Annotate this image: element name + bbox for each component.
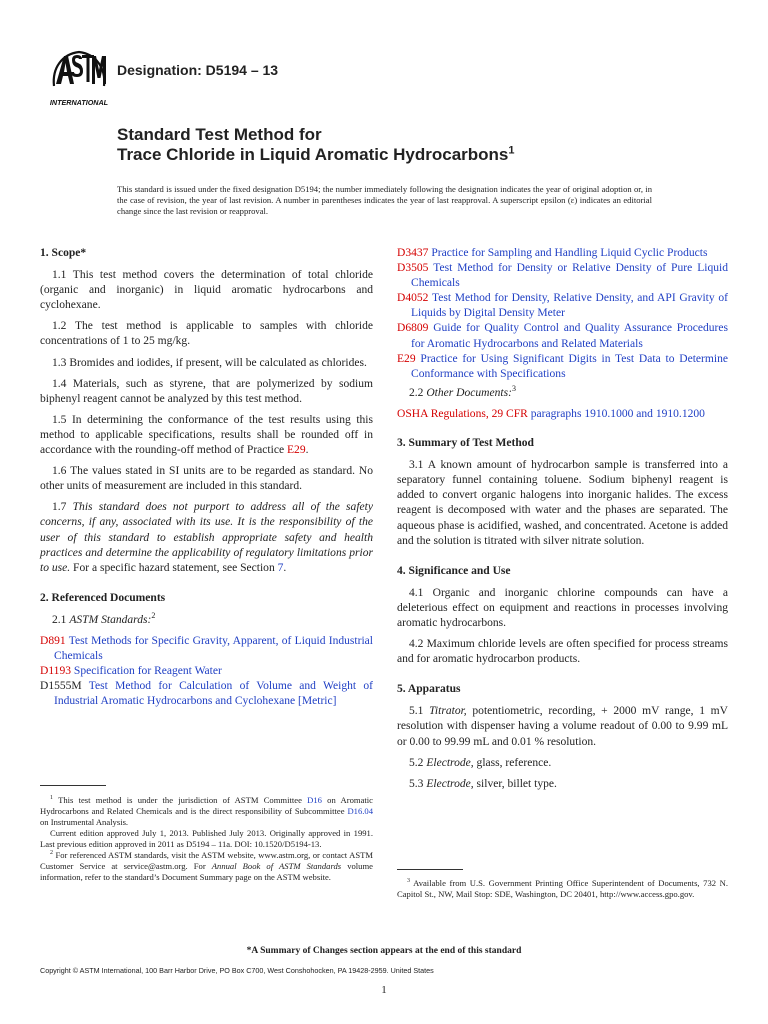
para-4-2: 4.2 Maximum chloride levels are often specified for process streams and for aromatic hydrocarbon products. — [397, 638, 728, 666]
astm-label: ASTM Standards: — [69, 613, 152, 626]
footnote-1-edition: Current edition approved July 1, 2013. Published July 2013. Originally approved in 1991. Last previous edition approved in 2011 as D5194 – 11a. DOI: 10.1520/D5194-13. — [40, 828, 373, 849]
para-1-5 — [40, 413, 373, 458]
left-column — [40, 246, 373, 709]
para-1-1: 1.1 This test method covers the determination of total chloride (organic and inorganic) in liquid aromatic hydrocarbons and cyclohexane. — [40, 269, 373, 312]
ref-code[interactable]: D891 — [40, 634, 66, 647]
designation: Designation: D5194 – 13 — [117, 62, 279, 78]
astm-num: 2.1 — [52, 613, 70, 626]
para-5-2 — [397, 756, 728, 771]
other-num: 2.2 — [409, 386, 427, 399]
para-5-3-text: silver, billet type. — [473, 777, 557, 790]
ref-code[interactable]: D6809 — [397, 322, 429, 335]
para-5-1 — [397, 704, 728, 749]
para-1-7-text: For a specific hazard statement, see Section — [70, 561, 278, 574]
other-label: Other Documents: — [426, 386, 512, 399]
fn1-text-a: This test method is under the jurisdiction of ASTM Committee — [53, 795, 308, 805]
fn1-text-c: on Instrumental Analysis. — [40, 817, 129, 827]
significance-heading: 4. Significance and Use — [397, 564, 511, 577]
ref-title[interactable]: paragraphs 1910.1000 and 1910.1200 — [530, 407, 705, 420]
referenced-heading: 2. Referenced Documents — [40, 591, 166, 604]
fn3-mark: 3 — [407, 878, 410, 885]
summary-of-changes-note: *A Summary of Changes section appears at the end of this standard — [246, 946, 522, 956]
para-5-3 — [397, 777, 728, 792]
ref-d891 — [40, 634, 373, 664]
footnote-2 — [40, 850, 373, 883]
ref-title[interactable]: Guide for Quality Control and Quality Assurance Procedures for Aromatic Hydrocarbons and Related Materials — [411, 322, 729, 350]
fn2-text-a: For referenced ASTM standards, visit the ASTM website, www.astm.org, or contact ASTM Customer Service at service@astm.org. For — [40, 850, 373, 871]
para-1-5-text: 1.5 In determining the conformance of the test results using this method to applicable specifications, results shall be rounded off in accordance with the rounding-off method of Practice — [40, 413, 373, 457]
ref-code[interactable]: OSHA Regulations, 29 CFR — [397, 407, 528, 420]
apparatus-heading: 5. Apparatus — [397, 683, 461, 696]
ref-code[interactable]: D3505 — [397, 262, 429, 275]
astm-footnote-mark: 2 — [151, 611, 156, 621]
para-1-7-num: 1.7 — [52, 501, 73, 514]
title-text: Trace Chloride in Liquid Aromatic Hydrocarbons — [117, 145, 509, 164]
copyright: Copyright © ASTM International, 100 Barr Harbor Drive, PO Box C700, West Conshohocken, PA 19428-2959. United States — [40, 966, 434, 975]
para-5-3-term: Electrode, — [426, 777, 474, 790]
ref-title[interactable]: Practice for Using Significant Digits in Test Data to Determine Conformance with Specifications — [411, 352, 728, 380]
para-1-7-end: . — [283, 561, 287, 574]
other-footnote-mark: 3 — [511, 384, 516, 393]
footnote-rule-right — [397, 869, 463, 870]
para-1-7 — [40, 500, 373, 575]
footnote-1 — [40, 795, 373, 828]
subcommittee-d16-04-link[interactable]: D16.04 — [347, 806, 373, 816]
ref-code[interactable]: E29 — [397, 352, 416, 365]
fn2-mark: 2 — [50, 850, 53, 857]
ref-d3437 — [397, 246, 728, 261]
footnotes-left — [40, 795, 373, 883]
other-documents-line — [397, 386, 728, 401]
ref-osha — [397, 407, 728, 422]
ref-code: D1555M — [40, 680, 82, 693]
ref-e29 — [397, 352, 728, 382]
para-5-1-term: Titrator, — [429, 705, 467, 718]
e29-link[interactable]: E29 — [287, 444, 306, 457]
footnotes-right — [397, 878, 728, 900]
ref-code[interactable]: D4052 — [397, 292, 429, 305]
para-5-2-term: Electrode, — [426, 756, 474, 769]
astm-standards-line — [40, 613, 373, 628]
title-footnote-mark: 1 — [508, 144, 515, 157]
para-5-2-text: glass, reference. — [473, 756, 552, 769]
ref-d1555m — [40, 679, 373, 709]
fn1-text-b: on Aromatic Hydrocarbons and Related Chemicals and is the direct responsibility of Subcommittee — [40, 795, 373, 816]
para-5-1-num: 5.1 — [409, 705, 430, 718]
ref-code[interactable]: D3437 — [397, 247, 429, 259]
fn2-italic: Annual Book of ASTM Standards — [211, 861, 342, 871]
footnote-3 — [397, 878, 728, 900]
right-column — [397, 246, 728, 798]
fn2-text-b: volume information, refer to the standard’s Document Summary page on the ASTM website. — [40, 861, 373, 882]
committee-d16-link[interactable]: D16 — [307, 795, 322, 805]
ref-title[interactable]: Test Methods for Specific Gravity, Apparent, of Liquid Industrial Chemicals — [54, 634, 373, 663]
intro-paragraph: This standard is issued under the fixed designation D5194; the number immediately following the designation indicates the year of original adoption or, in the case of revision, the year of last revision. A number in parentheses indicates the year of last reapproval. A superscript epsilon (ε) indicates an editorial change since the last revision or reapproval. — [117, 184, 652, 216]
para-5-2-num: 5.2 — [409, 756, 427, 769]
ref-title[interactable]: Specification for Reagent Water — [73, 665, 222, 678]
para-3-1: 3.1 A known amount of hydrocarbon sample is transferred into a separatory funnel containing toluene. Sodium biphenyl reagent is added to convert organic halogens into inorganic halides. The excess reagent is decomposed with water and the phases are separated. The aqueous phase is acidified, washed, and concentrated. Acetone is added and the solution is titrated with silver nitrate solution. — [397, 459, 728, 547]
ref-d4052 — [397, 291, 728, 321]
ref-title[interactable]: Test Method for Calculation of Volume and Weight of Industrial Aromatic Hydrocarbons and Cyclohexane [Metric] — [54, 680, 373, 708]
para-5-3-num: 5.3 — [409, 777, 427, 790]
ref-d3505 — [397, 261, 728, 291]
title-line-2 — [117, 145, 515, 165]
para-1-4: 1.4 Materials, such as styrene, that are polymerized by sodium biphenyl reagent cannot be analyzed by this test method. — [40, 377, 373, 405]
footnote-rule-left — [40, 785, 106, 786]
para-1-3: 1.3 Bromides and iodides, if present, will be calculated as chlorides. — [52, 356, 367, 369]
summary-heading: 3. Summary of Test Method — [397, 437, 534, 450]
para-5-1-text: potentiometric, recording, + 2000 mV range, 1 mV resolution with dispenser having a volume readout of 0.00 to 9.99 mL or 0.00 to 99.99 mL and 0.01 % resolution. — [397, 705, 728, 748]
title-line-1: Standard Test Method for — [117, 125, 322, 144]
logo-text: INTERNATIONAL — [49, 98, 109, 107]
para-1-5-end: . — [305, 444, 309, 457]
ref-title[interactable]: Test Method for Density or Relative Density of Pure Liquid Chemicals — [411, 262, 728, 290]
ref-d1193 — [40, 664, 373, 679]
ref-title[interactable]: Practice for Sampling and Handling Liquid Cyclic Products — [431, 247, 708, 259]
ref-code[interactable]: D1193 — [40, 665, 72, 678]
section-7-link[interactable]: 7 — [277, 561, 284, 574]
para-1-2: 1.2 The test method is applicable to samples with chloride concentrations of 1 to 25 mg/kg. — [40, 320, 373, 348]
fn1-mark: 1 — [50, 795, 53, 802]
para-4-1: 4.1 Organic and inorganic chlorine compounds can have a deleterious effect on equipment and reactions in processes involving aromatic hydrocarbons. — [397, 586, 728, 629]
para-1-6: 1.6 The values stated in SI units are to be regarded as standard. No other units of measurement are included in this standard. — [40, 465, 373, 493]
scope-heading: 1. Scope* — [40, 247, 87, 259]
astm-logo — [46, 46, 112, 108]
fn3-text: Available from U.S. Government Printing Office Superintendent of Documents, 732 N. Capitol St., NW, Mail Stop: SDE, Washington, DC 20401, http://www.access.gpo.gov. — [397, 878, 728, 899]
ref-d6809 — [397, 321, 728, 351]
page-number: 1 — [381, 984, 387, 996]
ref-title[interactable]: Test Method for Density, Relative Density, and API Gravity of Liquids by Digital Density Meter — [411, 292, 728, 320]
para-1-7-italic: This standard does not purport to address all of the safety concerns, if any, associated with its use. It is the responsibility of the user of this standard to establish appropriate safety and health practices and determine the applicability of regulatory limitations prior to use. — [40, 501, 373, 574]
